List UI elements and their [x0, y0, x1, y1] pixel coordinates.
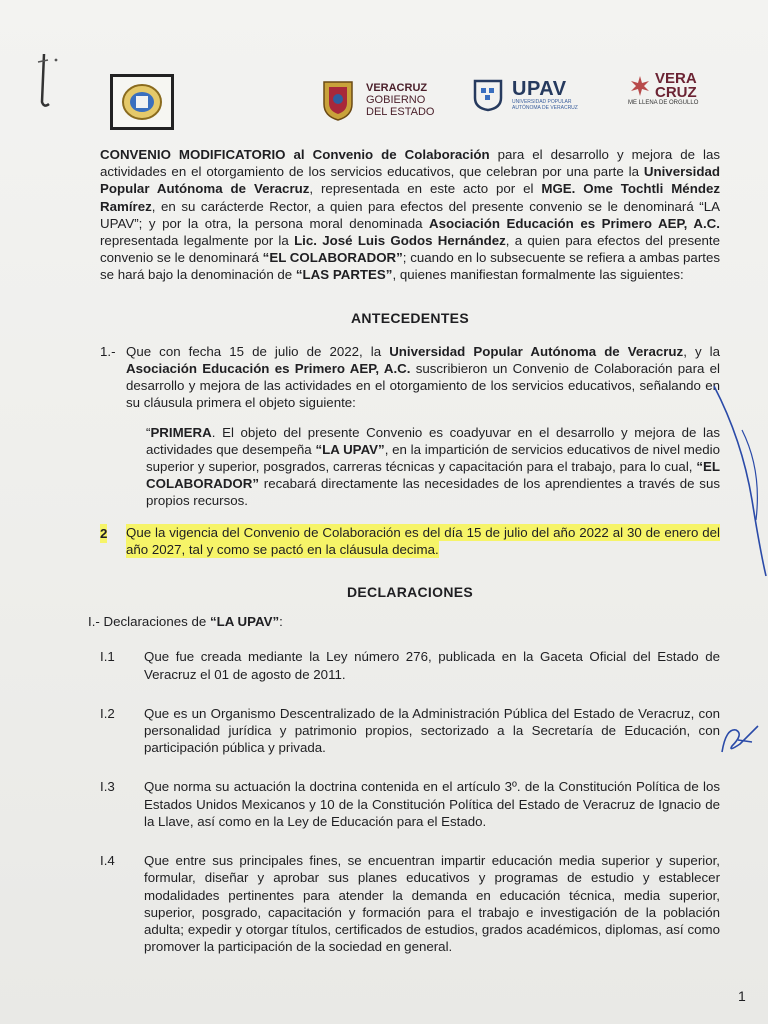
intro-text-3: , en su carácterde Rector, a quien para efectos del presente convenio se le denominará “LA UPAV”; y por la otra, la persona moral denominada [100, 198, 720, 231]
quote-open: “ [146, 424, 151, 440]
intro-bold-5: Lic. José Luis Godos Hernández [294, 233, 506, 249]
intro-bold-6: “EL COLABORADOR” [262, 250, 403, 266]
quote-bold-primera: PRIMERA [150, 424, 212, 440]
declaracion-i4-text: Que entre sus principales fines, se encuentran impartir educación media superior y superior, formular, diseñar y aprobar sus planes educativos y programas de estudio y establecer modalidades pertinentes para atender la demanda en educación técnica, media superior, superior, posgrado, capacitación y formación para el trabajo e investigación de la población adulta; expedir y otorgar títulos, certificados de estudios, grados académicos, diplomas, así como promover la participación de la sociedad en general. [144, 853, 720, 955]
antecedente-1-text-c: , y la [683, 343, 720, 359]
declaracion-i4-num: I.4 [100, 853, 115, 869]
header-logos [0, 62, 768, 132]
intro-text-5: , a quien para efectos del presente convenio se le denominará [100, 233, 720, 266]
antecedente-1-text-a: Que con fecha 15 de julio de 2022, la [126, 343, 390, 359]
antecedente-2 [100, 524, 720, 558]
upav-logo [472, 78, 592, 112]
gobierno-text [366, 82, 434, 118]
antecedente-2-text: Que la vigencia del Convenio de Colaboración es del día 15 de julio del año 2022 al 30 de enero del año 2027, tal y como se pactó en la cláusula decima. [126, 524, 720, 557]
quote-bold-upav: “LA UPAV” [315, 441, 385, 457]
pen-initials-icon [718, 722, 762, 758]
antecedente-1-num: 1.- [100, 343, 116, 359]
intro-paragraph [100, 146, 720, 284]
quote-text-g: recabará directamente las necesidades de los aprendientes a través de sus propios recursos. [146, 476, 720, 509]
quote-text-e: , en la impartición de servicios educativos de nivel medio superior y superior, posgrados, carreras técnicas y capacitación para el trabajo, para lo cual, [146, 441, 720, 475]
antecedente-1 [100, 343, 720, 412]
ver-line-2: CRUZ [655, 84, 697, 101]
intro-bold-4: Asociación Educación es Primero AEP, A.C. [429, 215, 720, 231]
left-seal [110, 74, 174, 130]
antecedente-1-bold-d: Asociación Educación es Primero AEP, A.C. [126, 361, 411, 377]
ver-line-1: VERA [655, 70, 697, 87]
intro-text-7: , quienes manifiestan formalmente las siguientes: [392, 267, 684, 283]
antecedente-1-bold-b: Universidad Popular Autónoma de Veracruz [389, 343, 684, 359]
intro-bold-1: CONVENIO MODIFICATORIO al Convenio de Colaboración [100, 147, 490, 162]
declaraciones-upav-label [88, 613, 720, 630]
declaracion-i4 [88, 852, 720, 955]
page-number: 1 [738, 988, 746, 1004]
declaracion-i3-text: Que norma su actuación la doctrina contenida en el artículo 3º. de la Constitución Política de los Estados Unidos Mexicanos y 10 de la Constitución Política del Estado de Veracruz de Ignacio de la Llave, así como en la Ley de Educación para el Estado. [144, 779, 720, 829]
ver-tagline: ME LLENA DE ORGULLO [628, 100, 699, 106]
antecedentes-heading: ANTECEDENTES [351, 309, 469, 326]
antecedente-1-text-e: suscribieron un Convenio de Colaboración para el desarrollo y mejora de las actividades en el otorgamiento de los servicios educativos, señalando en su cláusula primera el objeto siguiente: [126, 361, 720, 411]
gobierno-veracruz-logo [318, 78, 434, 122]
declaracion-i2-num: I.2 [100, 705, 115, 721]
intro-text-1: para el desarrollo y mejora de las actividades en el otorgamiento de los servicios educativos, que celebran por una parte la [100, 147, 720, 180]
gov-line-1: VERACRUZ [366, 82, 428, 94]
declaraciones-heading: DECLARACIONES [346, 584, 474, 601]
shield-icon [472, 78, 504, 112]
star-pattern-icon [628, 74, 652, 98]
declaracion-i3-num: I.3 [100, 779, 115, 795]
seal-icon [120, 82, 164, 122]
intro-text-4: representada legalmente por la [100, 233, 295, 249]
intro-text-2: , representada en este acto por el [309, 181, 542, 197]
declaracion-i1-num: I.1 [100, 649, 115, 665]
gov-line-3: DEL ESTADO [366, 106, 435, 118]
upav-name: UPAV [512, 78, 567, 100]
intro-bold-3: MGE. Ome Tochtli Méndez Ramírez [100, 181, 720, 214]
quote-bold-colaborador: “EL COLABORADOR” [146, 459, 720, 492]
decl-label-a: I.- Declaraciones de [88, 614, 210, 630]
antecedente-2-num: 2 [100, 524, 107, 543]
document-body [88, 146, 720, 977]
decl-label-b: “LA UPAV” [209, 614, 280, 630]
declaracion-i2 [88, 705, 720, 757]
declaracion-i1-text: Que fue creada mediante la Ley número 276, publicada en la Gaceta Oficial del Estado de Veracruz el 01 de agosto de 2011. [144, 649, 720, 682]
pen-signature-mark-icon [712, 380, 768, 580]
gov-line-2: GOBIERNO [366, 94, 426, 106]
decl-label-c: : [279, 614, 283, 630]
intro-bold-7: “LAS PARTES” [295, 267, 393, 283]
intro-text-6: ; cuando en lo subsecuente se refiera a ambas partes se hará bajo la denominación de [100, 250, 720, 283]
intro-bold-2: Universidad Popular Autónoma de Veracruz [100, 164, 720, 197]
quote-text-c: . El objeto del presente Convenio es coadyuvar en el desarrollo y mejora de las actividades que desempeña [146, 424, 720, 457]
clausula-primera-quote [146, 424, 720, 510]
veracruz-logo [628, 72, 698, 106]
declaracion-i1 [88, 648, 720, 682]
declaracion-i2-text: Que es un Organismo Descentralizado de la Administración Pública del Estado de Veracruz, con personalidad jurídica y patrimonio propios, sectorizado a la Secretaría de Educación, con participación pública y privada. [144, 705, 720, 756]
upav-subtitle: UNIVERSIDAD POPULAR AUTÓNOMA DE VERACRUZ [512, 99, 578, 111]
coat-of-arms-icon [318, 78, 358, 122]
declaracion-i3 [88, 778, 720, 830]
